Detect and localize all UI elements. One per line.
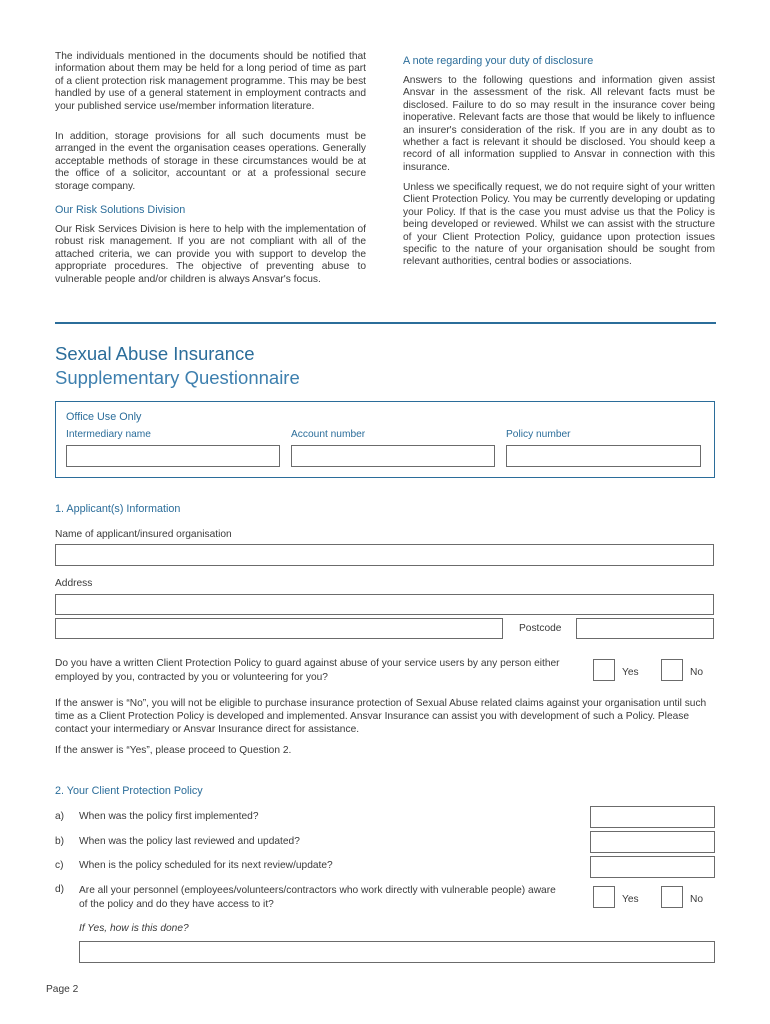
personnel-aware-no-label: No xyxy=(690,894,704,905)
disclosure-paragraph-2: Unless we specifically request, we do not require sight of your written Client Protection Policy. You may be currently developing or updating your Policy. If that is the case you must advise us that the Policy is being developed or reviewed. Whilst we can assist with the structure of your Client Protection Policy, guidance upon protection issues specific to the nature of your organisation should be sought from relevant authorities, central bodies or associations. xyxy=(403,182,715,268)
written-policy-yes-checkbox[interactable] xyxy=(593,659,615,681)
policy-last-reviewed-field[interactable] xyxy=(590,831,715,853)
intro-paragraph-2: In addition, storage provisions for all such documents must be arranged in the event the organisation ceases operations. Generally acceptable methods of storage in these circumstances would be at the office of a solicitor, accountant or at a professional secure storage company. xyxy=(55,131,366,192)
question-a-text: When was the policy first implemented? xyxy=(79,811,259,822)
risk-solutions-paragraph: Our Risk Services Division is here to help with the implementation of robust risk management. If you are not compliant with all of the attached criteria, we can provide you with support to develop the appropriate procedures. The objective of preventing abuse to vulnerable people and/or children is always Ansvar's focus. xyxy=(55,224,366,285)
disclosure-paragraph-1: Answers to the following questions and information given assist Ansvar in the assessment of the risk. All relevant facts must be disclosed. Failure to do so may result in the insurance cover being inoperative. Relevant facts are those that would be likely to influence an insurer's consideration of the risk. If you are in any doubt as to whether a fact is relevant it should be disclosed. You should keep a record of all information supplied to Ansvar in connection with this insurance. xyxy=(403,75,715,173)
question-c-text: When is the policy scheduled for its next review/update? xyxy=(79,860,333,871)
answer-yes-note: If the answer is “Yes”, please proceed to Question 2. xyxy=(55,745,292,756)
section2-heading: 2. Your Client Protection Policy xyxy=(55,785,203,797)
personnel-aware-yes-checkbox[interactable] xyxy=(593,886,615,908)
postcode-field[interactable] xyxy=(576,618,714,639)
answer-no-note: If the answer is “No”, you will not be eligible to purchase insurance protection of Sexual Abuse related claims against your organisation until such time as a Client Protection Policy is developed and implemented. Ansvar Insurance can assist you with development of such a Policy. Please contact your intermediary or Ansvar Insurance direct for assistance. xyxy=(55,698,707,735)
address-line-2-field[interactable] xyxy=(55,618,503,639)
intro-paragraph-1: The individuals mentioned in the documents should be notified that information about them may be held for a long period of time as part of a client protection risk management programme. This may be best handled by use of a general statement in employment contracts and your published service use/member information literature. xyxy=(55,51,366,112)
question-d-letter: d) xyxy=(55,884,65,895)
policy-next-review-field[interactable] xyxy=(590,856,715,878)
address-line-1-field[interactable] xyxy=(55,594,714,615)
question-d-text: Are all your personnel (employees/volunteers/contractors who work directly with vulnerable people) aware of the policy and do they have access to it? xyxy=(79,885,556,910)
written-policy-yes-label: Yes xyxy=(622,667,639,678)
policy-number-field[interactable] xyxy=(506,445,701,467)
page-title: Sexual Abuse Insurance xyxy=(55,343,255,364)
section1-heading: 1. Applicant(s) Information xyxy=(55,503,181,515)
question-a-letter: a) xyxy=(55,811,65,822)
section-divider xyxy=(55,322,716,324)
personnel-aware-yes-label: Yes xyxy=(622,894,639,905)
office-use-panel xyxy=(55,401,715,478)
question-b-text: When was the policy last reviewed and updated? xyxy=(79,836,300,847)
applicant-name-label: Name of applicant/insured organisation xyxy=(55,529,232,540)
account-label: Account number xyxy=(291,429,366,440)
applicant-name-field[interactable] xyxy=(55,544,714,566)
if-yes-label: If Yes, how is this done? xyxy=(79,923,189,934)
intermediary-name-field[interactable] xyxy=(66,445,280,467)
postcode-label: Postcode xyxy=(519,623,562,634)
personnel-aware-no-checkbox[interactable] xyxy=(661,886,683,908)
policy-first-implemented-field[interactable] xyxy=(590,806,715,828)
account-number-field[interactable] xyxy=(291,445,495,467)
question-c-letter: c) xyxy=(55,860,64,871)
written-policy-no-checkbox[interactable] xyxy=(661,659,683,681)
address-label: Address xyxy=(55,578,93,589)
risk-solutions-heading: Our Risk Solutions Division xyxy=(55,204,186,216)
policy-label: Policy number xyxy=(506,429,571,440)
written-policy-question: Do you have a written Client Protection Policy to guard against abuse of your service users by any person either employed by you, contracted by you or volunteering for you? xyxy=(55,658,560,683)
page-subtitle: Supplementary Questionnaire xyxy=(55,367,300,388)
office-use-heading: Office Use Only xyxy=(66,411,142,423)
written-policy-no-label: No xyxy=(690,667,704,678)
disclosure-heading: A note regarding your duty of disclosure xyxy=(403,55,594,67)
how-is-this-done-field[interactable] xyxy=(79,941,715,963)
question-b-letter: b) xyxy=(55,836,65,847)
page-number: Page 2 xyxy=(46,984,79,995)
intermediary-label: Intermediary name xyxy=(66,429,151,440)
